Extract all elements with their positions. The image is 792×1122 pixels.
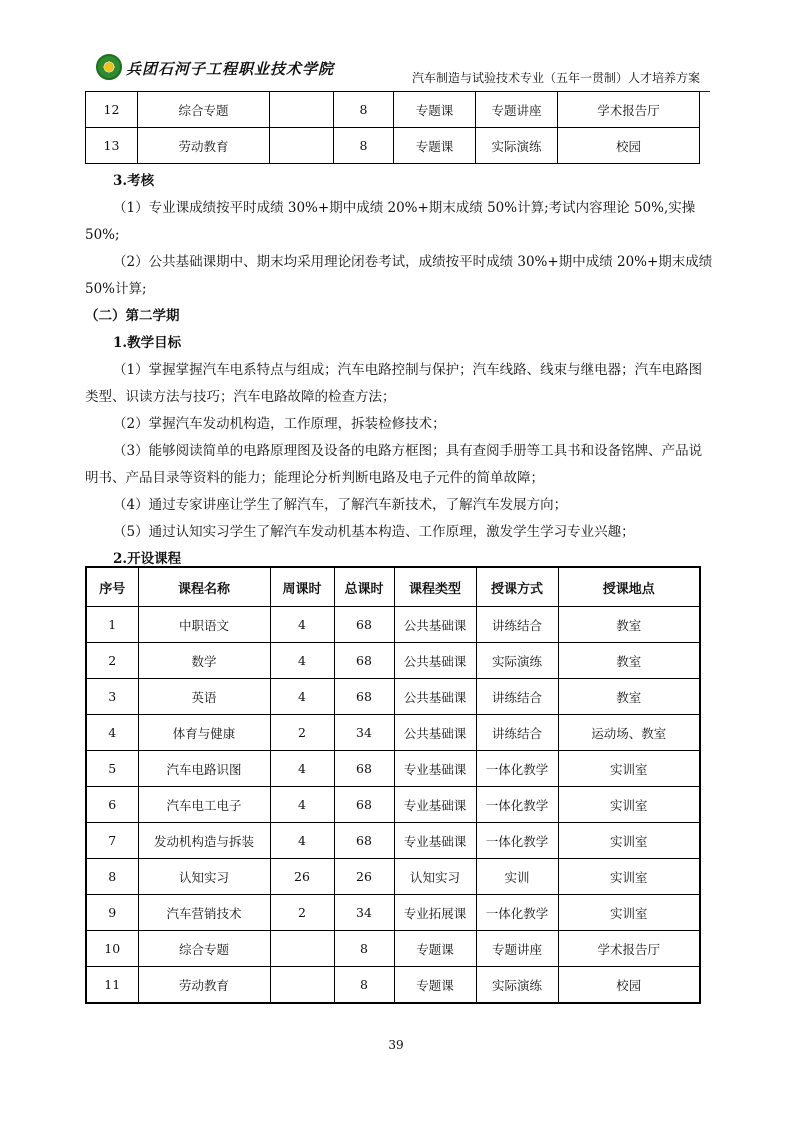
table-cell	[270, 931, 334, 967]
school-logo-icon	[96, 54, 122, 80]
column-header: 授课地点	[558, 567, 700, 607]
table-cell: 34	[334, 895, 394, 931]
table-cell: 一体化教学	[476, 823, 558, 859]
table-cell: 英语	[138, 679, 270, 715]
table-cell	[270, 967, 334, 1004]
table-cell: 68	[334, 679, 394, 715]
goal-para-1: （1）掌握掌握汽车电系特点与组成；汽车电路控制与保护；汽车线路、线束与继电器；汽车电路图类型、识读方法与技巧；汽车电路故障的检查方法；	[85, 362, 703, 405]
table-cell: 6	[86, 787, 138, 823]
table-cell: 26	[334, 859, 394, 895]
column-header: 序号	[86, 567, 138, 607]
table-cell: 一体化教学	[476, 895, 558, 931]
table-cell: 1	[86, 607, 138, 643]
table-cell: 68	[334, 787, 394, 823]
table-cell: 公共基础课	[394, 715, 476, 751]
column-header: 课程类型	[394, 567, 476, 607]
table-cell: 2	[270, 895, 334, 931]
table-cell: 8	[334, 128, 394, 164]
table-cell: 68	[334, 823, 394, 859]
table-row	[86, 859, 700, 895]
table-cell: 34	[334, 715, 394, 751]
table-row	[86, 92, 700, 128]
course-table	[85, 566, 701, 1004]
table-cell: 发动机构造与拆装	[138, 823, 270, 859]
course-table-continued	[85, 91, 700, 164]
table-cell: 26	[270, 859, 334, 895]
table-cell: 汽车电路识图	[138, 751, 270, 787]
table-cell: 8	[86, 859, 138, 895]
table-row	[86, 787, 700, 823]
table-cell: 讲练结合	[476, 607, 558, 643]
table-cell: 实训室	[558, 895, 700, 931]
table-cell: 4	[270, 751, 334, 787]
table-cell: 13	[86, 128, 138, 164]
page-number: 39	[388, 1038, 404, 1052]
table-cell: 4	[270, 823, 334, 859]
table-cell: 专题课	[394, 967, 476, 1004]
table-cell: 体育与健康	[138, 715, 270, 751]
table-cell	[270, 92, 334, 128]
table-cell: 实训室	[558, 787, 700, 823]
table-cell: 劳动教育	[138, 128, 270, 164]
table-cell: 认知实习	[394, 859, 476, 895]
table-row	[86, 751, 700, 787]
table-cell: 专题课	[394, 931, 476, 967]
table-cell: 一体化教学	[476, 787, 558, 823]
table-cell: 5	[86, 751, 138, 787]
table-cell: 专业拓展课	[394, 895, 476, 931]
table-cell: 实训室	[558, 751, 700, 787]
table-cell: 4	[270, 607, 334, 643]
table-cell: 教室	[558, 643, 700, 679]
assessment-section	[85, 168, 713, 573]
goal-para-4: （4）通过专家讲座让学生了解汽车，了解汽车新技术，了解汽车发展方向；	[113, 497, 568, 513]
goal-para-3: （3）能够阅读简单的电路原理图及设备的电路方框图；具有查阅手册等工具书和设备铭牌、产品说明书、产品目录等资料的能力；能理论分析判断电路及电子元件的简单故障；	[85, 443, 703, 486]
table-cell: 教室	[558, 679, 700, 715]
goal-para-2: （2）掌握汽车发动机构造，工作原理，拆装检修技术；	[113, 416, 446, 432]
table-cell: 68	[334, 751, 394, 787]
table-cell: 11	[86, 967, 138, 1004]
table-row	[86, 895, 700, 931]
table-cell: 校园	[558, 128, 700, 164]
table-cell: 专业基础课	[394, 751, 476, 787]
table-cell: 8	[334, 931, 394, 967]
table-cell: 一体化教学	[476, 751, 558, 787]
table-cell: 专题课	[394, 92, 476, 128]
table-row	[86, 679, 700, 715]
table-cell: 4	[270, 679, 334, 715]
table-cell: 2	[86, 643, 138, 679]
table-cell: 10	[86, 931, 138, 967]
table-cell: 数学	[138, 643, 270, 679]
table-cell: 专业基础课	[394, 823, 476, 859]
table-cell: 8	[334, 967, 394, 1004]
table-cell: 劳动教育	[138, 967, 270, 1004]
table-cell: 校园	[558, 967, 700, 1004]
column-header: 授课方式	[476, 567, 558, 607]
table-cell: 7	[86, 823, 138, 859]
table-cell: 中职语文	[138, 607, 270, 643]
column-header: 课程名称	[138, 567, 270, 607]
table-cell: 运动场、教室	[558, 715, 700, 751]
assessment-para-1: （1）专业课成绩按平时成绩 30%+期中成绩 20%+期末成绩 50%计算;考试内容理论 50%,实操 50%;	[85, 200, 696, 243]
table-cell: 学术报告厅	[558, 92, 700, 128]
table-cell: 4	[270, 787, 334, 823]
assessment-para-2: （2）公共基础课期中、期末均采用理论闭卷考试，成绩按平时成绩 30%+期中成绩 20%+期末成绩 50%计算;	[85, 254, 713, 297]
course-title: 2.开设课程	[113, 551, 182, 567]
table-header-row	[86, 567, 700, 607]
table-cell: 2	[270, 715, 334, 751]
table-cell: 68	[334, 643, 394, 679]
table-cell: 68	[334, 607, 394, 643]
page-header	[90, 50, 710, 92]
semester-title: （二）第二学期	[85, 308, 180, 324]
table-cell: 公共基础课	[394, 679, 476, 715]
table-cell: 9	[86, 895, 138, 931]
table-cell: 4	[86, 715, 138, 751]
table-cell: 8	[334, 92, 394, 128]
table-cell: 讲练结合	[476, 679, 558, 715]
table-row	[86, 715, 700, 751]
table-row	[86, 607, 700, 643]
assessment-title: 3.考核	[113, 173, 155, 189]
table-cell: 实际演练	[476, 643, 558, 679]
table-cell: 专题讲座	[476, 92, 558, 128]
table-cell	[270, 128, 334, 164]
goal-title: 1.教学目标	[113, 335, 182, 351]
table-row	[86, 823, 700, 859]
table-row	[86, 643, 700, 679]
table-cell: 3	[86, 679, 138, 715]
table-cell: 4	[270, 643, 334, 679]
table-cell: 教室	[558, 607, 700, 643]
table-cell: 专业基础课	[394, 787, 476, 823]
table-row	[86, 967, 700, 1004]
table-cell: 专题课	[394, 128, 476, 164]
table-cell: 实训	[476, 859, 558, 895]
table-cell: 综合专题	[138, 931, 270, 967]
table-cell: 综合专题	[138, 92, 270, 128]
table-cell: 实际演练	[476, 128, 558, 164]
table-cell: 实际演练	[476, 967, 558, 1004]
table-row	[86, 931, 700, 967]
table-cell: 专题讲座	[476, 931, 558, 967]
table-cell: 汽车电工电子	[138, 787, 270, 823]
table-cell: 认知实习	[138, 859, 270, 895]
document-title: 汽车制造与试验技术专业（五年一贯制）人才培养方案	[411, 71, 700, 85]
column-header: 总课时	[334, 567, 394, 607]
school-name: 兵团石河子工程职业技术学院	[126, 60, 335, 78]
table-cell: 公共基础课	[394, 607, 476, 643]
goal-para-5: （5）通过认知实习学生了解汽车发动机基本构造、工作原理，激发学生学习专业兴趣；	[113, 524, 635, 540]
table-cell: 讲练结合	[476, 715, 558, 751]
table-cell: 汽车营销技术	[138, 895, 270, 931]
column-header: 周课时	[270, 567, 334, 607]
table-cell: 学术报告厅	[558, 931, 700, 967]
table-cell: 公共基础课	[394, 643, 476, 679]
table-cell: 实训室	[558, 859, 700, 895]
table-row	[86, 128, 700, 164]
table-cell: 12	[86, 92, 138, 128]
table-cell: 实训室	[558, 823, 700, 859]
